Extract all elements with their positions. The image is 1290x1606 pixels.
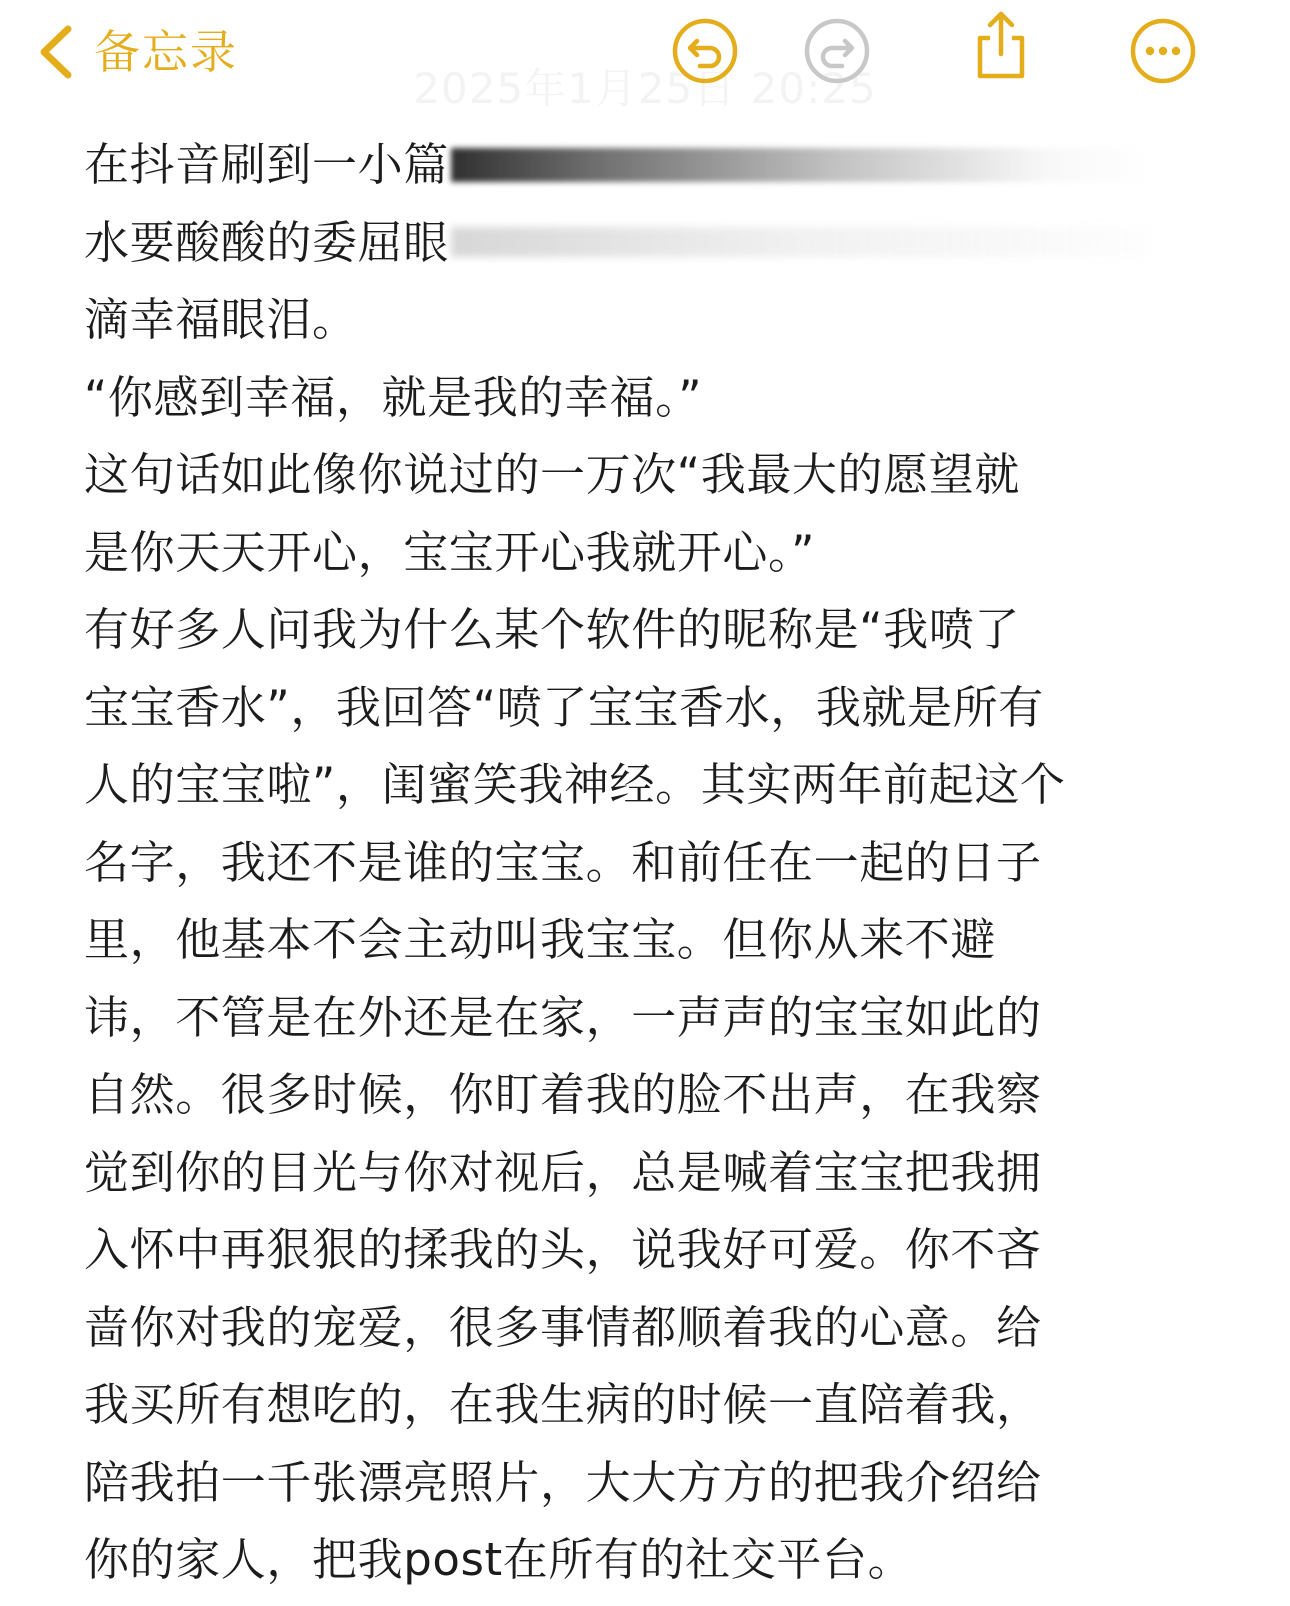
- note-line: 你的家人，把我post在所有的社交平台。: [84, 1533, 914, 1586]
- note-line: 人的宝宝啦”，闺蜜笑我神经。其实两年前起这个: [84, 758, 1066, 811]
- note-line: 宝宝香水”，我回答“喷了宝宝香水，我就是所有: [84, 680, 1044, 734]
- note-line: 啬你对我的宠爱，很多事情都顺着我的心意。给: [84, 1300, 1042, 1354]
- note-line: 陪我拍一千张漂亮照片，大大方方的把我介绍给: [84, 1455, 1042, 1509]
- note-line: [84, 204, 1194, 282]
- note-line: 里，他基本不会主动叫我宝宝。但你从来不避: [84, 913, 997, 966]
- redaction-smudge: [451, 148, 1151, 182]
- undo-button[interactable]: [670, 16, 740, 86]
- more-icon: [1128, 16, 1198, 86]
- note-line: 入怀中再狠狠的揉我的头，说我好可爱。你不吝: [84, 1223, 1042, 1276]
- navigation-bar: [0, 0, 1290, 113]
- more-button[interactable]: [1128, 16, 1198, 86]
- redo-button[interactable]: [802, 16, 872, 86]
- note-body[interactable]: [84, 126, 1194, 1599]
- note-line: “你感到幸福，就是我的幸福。”: [84, 370, 703, 424]
- note-date: 2025年1月25日 20:25: [413, 64, 877, 113]
- note-line: 这句话如此像你说过的一万次“我最大的愿望就: [84, 448, 1020, 501]
- note-line: 觉到你的目光与你对视后，总是喊着宝宝把我拥: [84, 1145, 1042, 1199]
- redaction-smudge: [451, 227, 1151, 257]
- share-button[interactable]: [966, 10, 1036, 80]
- note-line-text: 在抖音刷到一小篇: [84, 138, 449, 191]
- note-line: 我买所有想吃的，在我生病的时候一直陪着我，: [84, 1378, 1042, 1431]
- share-icon: [966, 10, 1036, 80]
- note-line: 讳，不管是在外还是在家，一声声的宝宝如此的: [84, 990, 1042, 1044]
- note-line: [84, 126, 1194, 204]
- redo-icon: [802, 16, 872, 86]
- undo-icon: [670, 16, 740, 86]
- note-line-text: 水要酸酸的委屈眼: [84, 215, 449, 269]
- note-line: 有好多人问我为什么某个软件的昵称是“我喷了: [84, 603, 1020, 656]
- note-line: 自然。很多时候，你盯着我的脸不出声，在我察: [84, 1068, 1042, 1121]
- back-label: 备忘录: [94, 25, 238, 79]
- note-line: 是你天天开心，宝宝开心我就开心。”: [84, 525, 816, 579]
- note-line: 名字，我还不是谁的宝宝。和前任在一起的日子: [84, 835, 1042, 889]
- note-line: 滴幸福眼泪。: [84, 293, 358, 346]
